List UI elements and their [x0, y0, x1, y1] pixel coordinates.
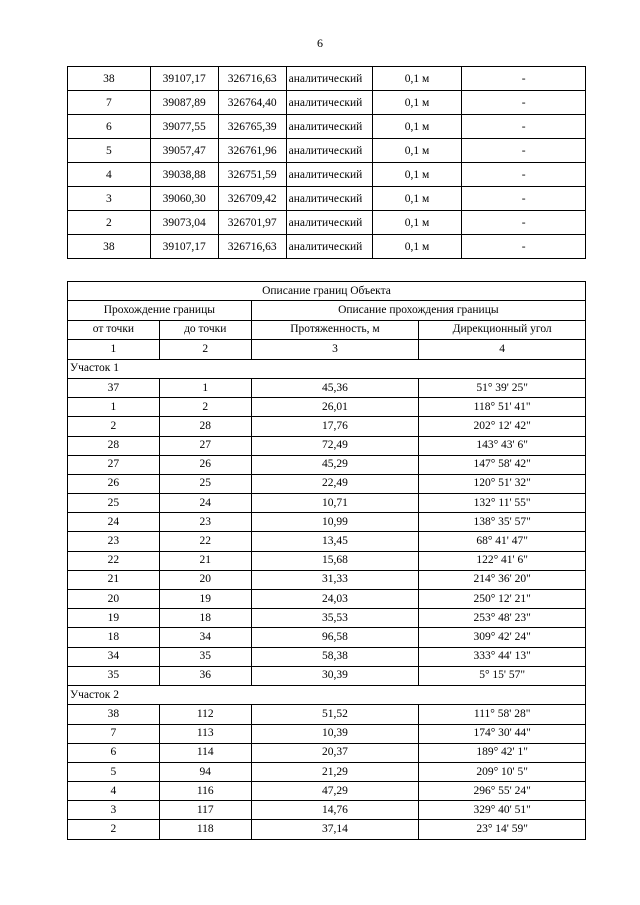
length-cell: 72,49 — [251, 436, 419, 455]
from-point-cell: 27 — [68, 455, 160, 474]
length-cell: 58,38 — [251, 647, 419, 666]
boundary-row — [68, 455, 586, 474]
from-point-cell: 18 — [68, 628, 160, 647]
direction-angle-cell: 147° 58' 42" — [419, 455, 586, 474]
length-cell: 22,49 — [251, 474, 419, 493]
y-coordinate-cell: 326761,96 — [218, 139, 286, 163]
boundary-description-table — [67, 281, 586, 840]
x-coordinate-cell: 39087,89 — [150, 91, 218, 115]
direction-angle-cell: 138° 35' 57" — [419, 513, 586, 532]
length-cell: 14,76 — [251, 801, 419, 820]
boundary-row — [68, 551, 586, 570]
to-point-cell: 24 — [159, 494, 251, 513]
column-number: 1 — [68, 340, 160, 359]
x-coordinate-cell: 39057,47 — [150, 139, 218, 163]
boundary-title: Описание границ Объекта — [68, 282, 586, 301]
to-point-cell: 34 — [159, 628, 251, 647]
coordinate-row — [68, 235, 586, 259]
boundary-row — [68, 724, 586, 743]
from-point-cell: 2 — [68, 417, 160, 436]
column-number: 3 — [251, 340, 419, 359]
coordinate-row — [68, 211, 586, 235]
header-boundary-passage: Прохождение границы — [68, 301, 252, 320]
boundary-row — [68, 494, 586, 513]
direction-angle-cell: 309° 42' 24" — [419, 628, 586, 647]
method-cell: аналитический — [286, 115, 372, 139]
coordinate-row — [68, 187, 586, 211]
to-point-cell: 27 — [159, 436, 251, 455]
to-point-cell: 113 — [159, 724, 251, 743]
length-cell: 37,14 — [251, 820, 419, 839]
from-point-cell: 38 — [68, 705, 160, 724]
from-point-cell: 28 — [68, 436, 160, 455]
point-number-cell: 38 — [68, 67, 151, 91]
length-cell: 10,39 — [251, 724, 419, 743]
x-coordinate-cell: 39107,17 — [150, 67, 218, 91]
length-cell: 20,37 — [251, 743, 419, 762]
coordinates-table — [67, 66, 586, 259]
from-point-cell: 34 — [68, 647, 160, 666]
direction-angle-cell: 5° 15' 57" — [419, 666, 586, 685]
boundary-row — [68, 801, 586, 820]
to-point-cell: 19 — [159, 590, 251, 609]
from-point-cell: 5 — [68, 762, 160, 781]
point-number-cell: 6 — [68, 115, 151, 139]
x-coordinate-cell: 39038,88 — [150, 163, 218, 187]
to-point-cell: 117 — [159, 801, 251, 820]
boundary-row — [68, 417, 586, 436]
boundary-row — [68, 666, 586, 685]
y-coordinate-cell: 326751,59 — [218, 163, 286, 187]
section-label: Участок 1 — [68, 359, 586, 378]
direction-angle-cell: 214° 36' 20" — [419, 570, 586, 589]
from-point-cell: 2 — [68, 820, 160, 839]
note-cell: - — [462, 91, 586, 115]
header-length: Протяженность, м — [251, 320, 419, 339]
coordinates-table-body — [68, 67, 586, 259]
boundary-table-body — [68, 359, 586, 839]
coordinate-row — [68, 139, 586, 163]
direction-angle-cell: 329° 40' 51" — [419, 801, 586, 820]
length-cell: 35,53 — [251, 609, 419, 628]
point-number-cell: 38 — [68, 235, 151, 259]
from-point-cell: 35 — [68, 666, 160, 685]
point-number-cell: 4 — [68, 163, 151, 187]
boundary-row — [68, 628, 586, 647]
column-number: 4 — [419, 340, 586, 359]
boundary-row — [68, 570, 586, 589]
section-row — [68, 685, 586, 704]
direction-angle-cell: 51° 39' 25" — [419, 378, 586, 397]
boundary-row — [68, 590, 586, 609]
method-cell: аналитический — [286, 67, 372, 91]
length-cell: 45,29 — [251, 455, 419, 474]
header-passage-description: Описание прохождения границы — [251, 301, 585, 320]
to-point-cell: 35 — [159, 647, 251, 666]
coordinate-row — [68, 115, 586, 139]
from-point-cell: 19 — [68, 609, 160, 628]
x-coordinate-cell: 39073,04 — [150, 211, 218, 235]
length-cell: 15,68 — [251, 551, 419, 570]
to-point-cell: 94 — [159, 762, 251, 781]
from-point-cell: 20 — [68, 590, 160, 609]
note-cell: - — [462, 187, 586, 211]
from-point-cell: 26 — [68, 474, 160, 493]
direction-angle-cell: 111° 58' 28" — [419, 705, 586, 724]
coordinate-row — [68, 67, 586, 91]
x-coordinate-cell: 39107,17 — [150, 235, 218, 259]
note-cell: - — [462, 163, 586, 187]
accuracy-cell: 0,1 м — [372, 115, 462, 139]
from-point-cell: 24 — [68, 513, 160, 532]
note-cell: - — [462, 139, 586, 163]
from-point-cell: 25 — [68, 494, 160, 513]
page-number: 6 — [317, 36, 323, 50]
to-point-cell: 1 — [159, 378, 251, 397]
boundary-row — [68, 436, 586, 455]
from-point-cell: 4 — [68, 782, 160, 801]
from-point-cell: 1 — [68, 398, 160, 417]
note-cell: - — [462, 211, 586, 235]
column-number: 2 — [159, 340, 251, 359]
length-cell: 45,36 — [251, 378, 419, 397]
note-cell: - — [462, 67, 586, 91]
method-cell: аналитический — [286, 235, 372, 259]
coordinate-row — [68, 163, 586, 187]
boundary-row — [68, 513, 586, 532]
point-number-cell: 5 — [68, 139, 151, 163]
point-number-cell: 7 — [68, 91, 151, 115]
direction-angle-cell: 174° 30' 44" — [419, 724, 586, 743]
y-coordinate-cell: 326765,39 — [218, 115, 286, 139]
accuracy-cell: 0,1 м — [372, 163, 462, 187]
to-point-cell: 36 — [159, 666, 251, 685]
direction-angle-cell: 250° 12' 21" — [419, 590, 586, 609]
from-point-cell: 22 — [68, 551, 160, 570]
boundary-row — [68, 820, 586, 839]
boundary-row — [68, 532, 586, 551]
direction-angle-cell: 118° 51' 41" — [419, 398, 586, 417]
length-cell: 10,99 — [251, 513, 419, 532]
point-number-cell: 2 — [68, 211, 151, 235]
direction-angle-cell: 209° 10' 5" — [419, 762, 586, 781]
section-row — [68, 359, 586, 378]
length-cell: 10,71 — [251, 494, 419, 513]
from-point-cell: 37 — [68, 378, 160, 397]
section-label: Участок 2 — [68, 685, 586, 704]
direction-angle-cell: 253° 48' 23" — [419, 609, 586, 628]
coordinate-row — [68, 91, 586, 115]
method-cell: аналитический — [286, 211, 372, 235]
from-point-cell: 6 — [68, 743, 160, 762]
direction-angle-cell: 68° 41' 47" — [419, 532, 586, 551]
x-coordinate-cell: 39077,55 — [150, 115, 218, 139]
length-cell: 17,76 — [251, 417, 419, 436]
method-cell: аналитический — [286, 139, 372, 163]
y-coordinate-cell: 326716,63 — [218, 235, 286, 259]
direction-angle-cell: 202° 12' 42" — [419, 417, 586, 436]
accuracy-cell: 0,1 м — [372, 187, 462, 211]
to-point-cell: 28 — [159, 417, 251, 436]
boundary-row — [68, 762, 586, 781]
y-coordinate-cell: 326716,63 — [218, 67, 286, 91]
boundary-row — [68, 378, 586, 397]
note-cell: - — [462, 235, 586, 259]
boundary-row — [68, 609, 586, 628]
direction-angle-cell: 120° 51' 32" — [419, 474, 586, 493]
y-coordinate-cell: 326701,97 — [218, 211, 286, 235]
to-point-cell: 25 — [159, 474, 251, 493]
y-coordinate-cell: 326709,42 — [218, 187, 286, 211]
point-number-cell: 3 — [68, 187, 151, 211]
length-cell: 47,29 — [251, 782, 419, 801]
direction-angle-cell: 296° 55' 24" — [419, 782, 586, 801]
direction-angle-cell: 143° 43' 6" — [419, 436, 586, 455]
method-cell: аналитический — [286, 163, 372, 187]
to-point-cell: 26 — [159, 455, 251, 474]
length-cell: 26,01 — [251, 398, 419, 417]
method-cell: аналитический — [286, 187, 372, 211]
x-coordinate-cell: 39060,30 — [150, 187, 218, 211]
to-point-cell: 21 — [159, 551, 251, 570]
direction-angle-cell: 132° 11' 55" — [419, 494, 586, 513]
accuracy-cell: 0,1 м — [372, 211, 462, 235]
length-cell: 21,29 — [251, 762, 419, 781]
length-cell: 51,52 — [251, 705, 419, 724]
to-point-cell: 118 — [159, 820, 251, 839]
length-cell: 31,33 — [251, 570, 419, 589]
from-point-cell: 7 — [68, 724, 160, 743]
from-point-cell: 21 — [68, 570, 160, 589]
y-coordinate-cell: 326764,40 — [218, 91, 286, 115]
length-cell: 24,03 — [251, 590, 419, 609]
direction-angle-cell: 23° 14' 59" — [419, 820, 586, 839]
direction-angle-cell: 189° 42' 1" — [419, 743, 586, 762]
boundary-row — [68, 782, 586, 801]
boundary-row — [68, 705, 586, 724]
length-cell: 30,39 — [251, 666, 419, 685]
accuracy-cell: 0,1 м — [372, 67, 462, 91]
to-point-cell: 112 — [159, 705, 251, 724]
header-direction-angle: Дирекционный угол — [419, 320, 586, 339]
to-point-cell: 2 — [159, 398, 251, 417]
to-point-cell: 22 — [159, 532, 251, 551]
from-point-cell: 3 — [68, 801, 160, 820]
accuracy-cell: 0,1 м — [372, 235, 462, 259]
direction-angle-cell: 333° 44' 13" — [419, 647, 586, 666]
to-point-cell: 20 — [159, 570, 251, 589]
method-cell: аналитический — [286, 91, 372, 115]
length-cell: 96,58 — [251, 628, 419, 647]
to-point-cell: 114 — [159, 743, 251, 762]
boundary-row — [68, 398, 586, 417]
note-cell: - — [462, 115, 586, 139]
direction-angle-cell: 122° 41' 6" — [419, 551, 586, 570]
to-point-cell: 23 — [159, 513, 251, 532]
header-from-point: от точки — [68, 320, 160, 339]
accuracy-cell: 0,1 м — [372, 139, 462, 163]
boundary-row — [68, 474, 586, 493]
to-point-cell: 18 — [159, 609, 251, 628]
to-point-cell: 116 — [159, 782, 251, 801]
boundary-row — [68, 647, 586, 666]
header-to-point: до точки — [159, 320, 251, 339]
accuracy-cell: 0,1 м — [372, 91, 462, 115]
from-point-cell: 23 — [68, 532, 160, 551]
length-cell: 13,45 — [251, 532, 419, 551]
boundary-row — [68, 743, 586, 762]
